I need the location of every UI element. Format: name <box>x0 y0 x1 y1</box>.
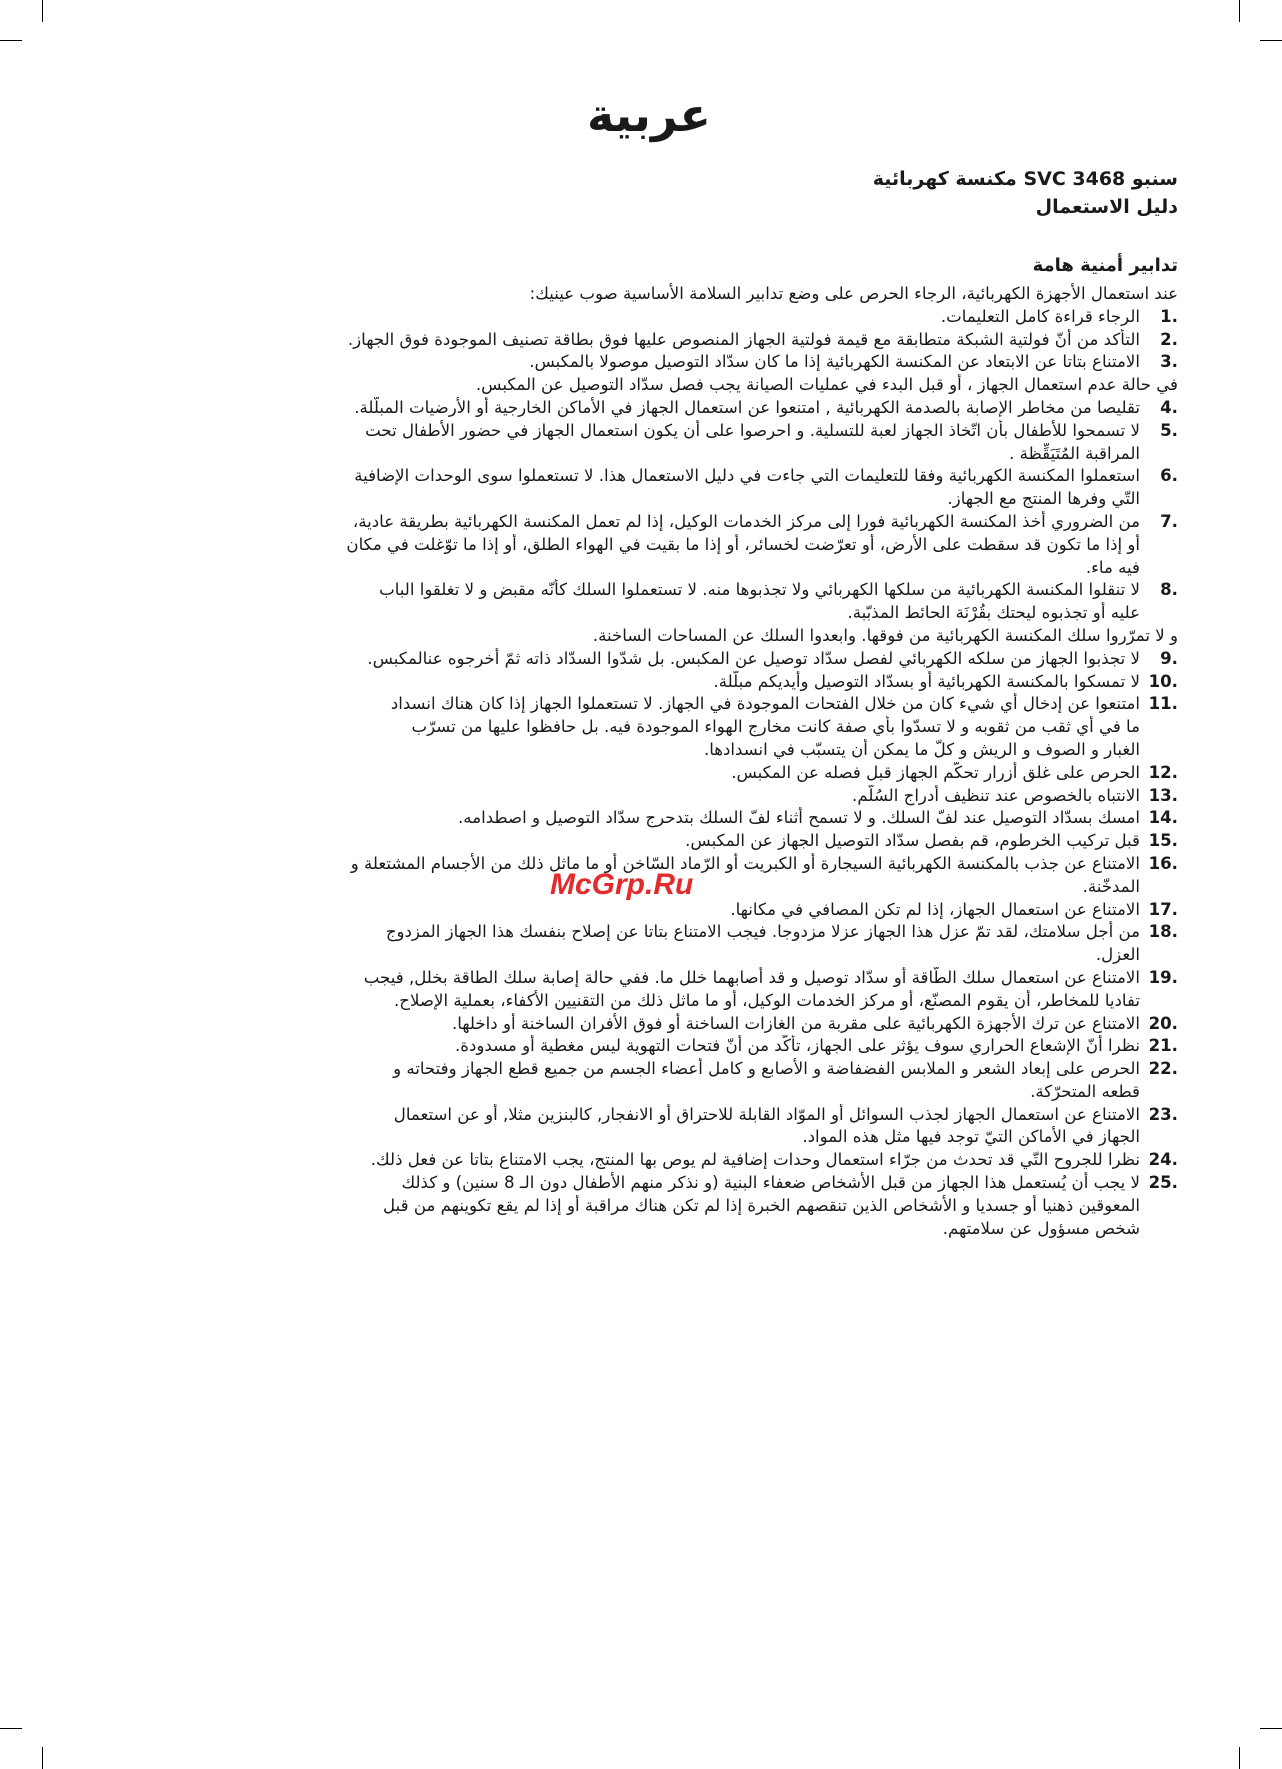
instruction-text: لا تسمحوا للأطفال بأن اتّخاذ الجهاز لعبة للتسلية. و احرصوا على أن يكون استعمال الجهاز في حضور الأطفال تحت <box>365 420 1140 440</box>
instruction-item <box>120 921 1178 944</box>
crop-mark <box>0 40 22 41</box>
instruction-number: 18. <box>1148 922 1178 942</box>
instruction-text: العزل. <box>1095 945 1140 965</box>
page-heading: عربية <box>587 88 711 142</box>
instruction-item <box>120 1013 1178 1036</box>
instruction-text: الامتناع بتاتا عن الابتعاد عن المكنسة الكهربائية إذا ما كان سدّاد التوصيل موصولا بالمكبس. <box>529 352 1140 372</box>
instruction-text: قبل تركيب الخرطوم، قم بفصل سدّاد التوصيل الجهاز عن المكبس. <box>685 831 1140 851</box>
instruction-number: 19. <box>1148 967 1178 987</box>
instruction-text: الحرص على إبعاد الشعر و الملابس الفضفاضة و الأصابع و كامل أعضاء الجسم من جميع قطع الجهاز وفتحاته و <box>393 1059 1140 1079</box>
crop-mark <box>0 1728 22 1729</box>
instruction-text-line <box>120 739 1178 762</box>
instruction-text-line <box>120 1126 1178 1149</box>
safety-instructions-list <box>120 283 1178 1240</box>
instruction-text: المدخّنة. <box>1082 876 1140 896</box>
instruction-item <box>120 420 1178 443</box>
instruction-text: الانتباه بالخصوص عند تنظيف أدراج السُلّم. <box>852 785 1140 805</box>
instruction-text: المعوقين ذهنيا أو جسديا و الأشخاص الذين تنقصهم الخبرة إذا لم تكن هناك مراقبة أو إذا لم يقع تكوينهم من قبل <box>383 1195 1140 1215</box>
instruction-text: الامتناع عن ترك الأجهزة الكهربائية على مقربة من الغازات الساخنة أو فوق الأفران الساخنة أو داخلها. <box>451 1013 1140 1033</box>
instruction-text: عند استعمال الأجهزة الكهربائية، الرجاء الحرص على وضع تدابير السلامة الأساسية صوب عينيك: <box>529 284 1178 303</box>
instruction-text-line <box>120 1081 1178 1104</box>
crop-mark <box>42 0 43 22</box>
instruction-item <box>120 830 1178 853</box>
instruction-item <box>120 465 1178 488</box>
instruction-item <box>120 671 1178 694</box>
instruction-text-line <box>120 1195 1178 1218</box>
instruction-number: 4. <box>1160 397 1178 417</box>
instruction-number: 3. <box>1160 352 1178 372</box>
instruction-text-line <box>120 602 1178 625</box>
instruction-text: عليه أو تجذبوه ليحتك بقُرْنَة الحائط المذبّبة. <box>847 603 1140 623</box>
instruction-number: 15. <box>1148 831 1178 851</box>
instruction-text: نظرا أنّ الإشعاع الحراري سوف يؤثر على الجهاز، تأكّد من أنّ فتحات التهوية ليس مغطية أو مسدودة. <box>455 1036 1140 1056</box>
instruction-text: امسك بسدّاد التوصيل عند لفّ السلك. و لا تسمح أثناء لفّ السلك بتدحرج سدّاد التوصيل و اصطدامه. <box>458 808 1140 828</box>
instruction-text: و لا تمرّروا سلك المكنسة الكهربائية من فوقها. وابعدوا السلك عن المساحات الساخنة. <box>592 625 1178 645</box>
instruction-text: التّي وفرها المنتج مع الجهاز. <box>947 489 1140 509</box>
instruction-item <box>120 648 1178 671</box>
instruction-text: في حالة عدم استعمال الجهاز ، أو قبل البدء في عمليات الصيانة يجب فصل سدّاد التوصيل عن المكبس. <box>475 375 1178 395</box>
instruction-item <box>120 762 1178 785</box>
instruction-item <box>120 1172 1178 1195</box>
instruction-text: لا تمسكوا بالمكنسة الكهربائية أو بسدّاد التوصيل وأيديكم مبلّلة. <box>713 671 1140 691</box>
instruction-number: 2. <box>1160 329 1178 349</box>
instruction-item <box>120 1035 1178 1058</box>
crop-mark <box>1239 0 1240 22</box>
crop-mark <box>1260 1728 1282 1729</box>
instruction-item <box>120 351 1178 374</box>
instruction-number: 14. <box>1148 808 1178 828</box>
instruction-text: من الضروري أخذ المكنسة الكهربائية فورا إلى مركز الخدمات الوكيل، إذا لم تعمل المكنسة الكهربائية بطريقة عادية، <box>352 511 1140 531</box>
instruction-number: 16. <box>1148 853 1178 873</box>
instruction-item <box>120 306 1178 329</box>
instruction-text: تقليصا من مخاطر الإصابة بالصدمة الكهربائية , امتنعوا عن استعمال الجهاز في الأماكن الخارجية أو الأرضيات المبلّلة. <box>354 397 1140 417</box>
instruction-number: 6. <box>1160 466 1178 486</box>
product-header <box>873 165 1178 221</box>
instruction-item <box>120 807 1178 830</box>
instruction-text: الامتناع عن استعمال سلك الطّاقة أو سدّاد توصيل و قد أصابهما خلل ما. ففي حالة إصابة سلك الطاقة بخلل, فيجب <box>363 967 1140 987</box>
instruction-text-line <box>120 625 1178 648</box>
instruction-number: 22. <box>1148 1059 1178 1079</box>
instruction-text-line <box>120 283 1178 306</box>
instruction-text: التأكد من أنّ فولتية الشبكة متطابقة مع قيمة فولتية الجهاز المنصوص عليها فوق بطاقة تصنيف الموجودة فوق الجهاز. <box>347 329 1140 349</box>
instruction-text-line <box>120 374 1178 397</box>
instruction-number: 13. <box>1148 785 1178 805</box>
instruction-text-line <box>120 557 1178 580</box>
instruction-number: 24. <box>1148 1150 1178 1170</box>
instruction-text: من أجل سلامتك، لقد تمّ عزل هذا الجهاز عزلا مزدوجا. فيجب الامتناع بتاتا عن إصلاح بنفسك هذا الجهاز المزدوج <box>385 922 1140 942</box>
instruction-number: 25. <box>1148 1173 1178 1193</box>
instruction-text: الامتناع عن استعمال الجهاز، إذا لم تكن المصافي في مكانها. <box>730 899 1140 919</box>
instruction-text-line <box>120 1218 1178 1241</box>
instruction-text: استعملوا المكنسة الكهربائية وفقا للتعليمات التي جاءت في دليل الاستعمال هذا. لا تستعملوا سوى الوحدات الإضافية <box>354 466 1140 486</box>
instruction-text-line <box>120 534 1178 557</box>
instruction-item <box>120 511 1178 534</box>
instruction-text: تفاديا للمخاطر، أن يقوم المصنّع، أو مركز الخدمات الوكيل، أو ما ماثل ذلك من التقنيين الأكفاء، بعملية الإصلاح. <box>394 990 1140 1010</box>
instruction-text-line <box>120 944 1178 967</box>
instruction-text: لا يجب أن يُستعمل هذا الجهاز من قبل الأشخاص ضعفاء البنية (و نذكر منهم الأطفال دون الـ 8 سنين) و كذلك <box>401 1173 1140 1193</box>
instruction-text: قطعه المتحرّكة. <box>1030 1081 1140 1101</box>
product-title: سنبو SVC 3468 مكنسة كهربائية <box>872 168 1178 190</box>
instruction-number: 5. <box>1160 420 1178 440</box>
instruction-item <box>120 785 1178 808</box>
watermark: McGrp.Ru <box>550 868 694 901</box>
crop-mark <box>1239 1747 1240 1769</box>
instruction-number: 17. <box>1148 899 1178 919</box>
instruction-item <box>120 1149 1178 1172</box>
instruction-item <box>120 1104 1178 1127</box>
instruction-text: الامتناع عن جذب بالمكنسة الكهربائية السيجارة أو الكبريت أو الرّماد السّاخن أو ما ماثل ذلك من الأجسام المشتعلة و <box>350 853 1140 873</box>
instruction-number: 7. <box>1160 511 1178 531</box>
instruction-text: المراقبة المُتَيَقِّظة . <box>1009 443 1140 463</box>
instruction-text: لا تنقلوا المكنسة الكهربائية من سلكها الكهربائي ولا تجذبوها منه. لا تستعملوا السلك كأنّه مقبض و لا تغلقوا الباب <box>379 580 1140 600</box>
instruction-item <box>120 693 1178 716</box>
instruction-text: الحرص على غلق أزرار تحكّم الجهاز قبل فصله عن المكبس. <box>731 762 1140 782</box>
instruction-item <box>120 397 1178 420</box>
instruction-text-line <box>120 488 1178 511</box>
instruction-text-line <box>120 443 1178 466</box>
instruction-text: أو إذا ما تكون قد سقطت على الأرض، أو تعرّضت لخسائر، أو إذا ما بقيت في الهواء الطلق، أو إذا ما توّغلت في مكان <box>346 534 1140 554</box>
instruction-text: نظرا للجروح التّي قد تحدث من جرّاء استعمال وحدات إضافية لم يوص بها المنتج، يجب الامتناع بتاتا عن فعل ذلك. <box>370 1150 1140 1170</box>
instruction-text: ما في أي ثقب من ثقوبه و لا تسدّوا بأي صفة كانت مخارج الهواء الموجودة فيه. بل حافظوا عليها من تسرّب <box>411 717 1140 737</box>
instruction-text: فيه ماء. <box>1085 557 1140 577</box>
instruction-number: 20. <box>1148 1013 1178 1033</box>
instruction-number: 21. <box>1148 1036 1178 1056</box>
instruction-number: 1. <box>1160 306 1178 326</box>
section-title: تدابير أمنية هامة <box>1032 255 1178 276</box>
instruction-text: لا تجذبوا الجهاز من سلكه الكهربائي لفصل سدّاد توصيل عن المكبس. بل شدّوا السدّاد ذاته ثمّ أخرجوه عنالمكبس. <box>367 648 1140 668</box>
instruction-number: 8. <box>1160 580 1178 600</box>
instruction-text: الغبار و الصوف و الريش و كلّ ما يمكن أن يتسبّب في انسدادها. <box>703 739 1140 759</box>
instruction-item <box>120 967 1178 990</box>
instruction-item <box>120 329 1178 352</box>
instruction-text: شخص مسؤول عن سلامتهم. <box>942 1218 1140 1238</box>
instruction-number: 23. <box>1148 1104 1178 1124</box>
instruction-text: الجهاز في الأماكن التيّ توجد فيها مثل هذه المواد. <box>802 1127 1140 1147</box>
instruction-item <box>120 1058 1178 1081</box>
manual-subtitle: دليل الاستعمال <box>1035 196 1178 218</box>
instruction-text: الامتناع عن استعمال الجهاز لجذب السوائل أو الموّاد القابلة للاحتراق أو الانفجار, كالبنزين مثلا, أو عن استعمال <box>393 1104 1140 1124</box>
crop-mark <box>42 1747 43 1769</box>
instruction-item <box>120 579 1178 602</box>
instruction-number: 10. <box>1148 671 1178 691</box>
instruction-number: 11. <box>1148 694 1178 714</box>
instruction-number: 9. <box>1160 648 1178 668</box>
instruction-text: امتنعوا عن إدخال أي شيء كان من خلال الفتحات الموجودة في الجهاز. لا تستعملوا الجهاز إذا كان هناك انسداد <box>390 694 1140 714</box>
instruction-text: الرجاء قراءة كامل التعليمات. <box>940 306 1140 326</box>
instruction-text-line <box>120 716 1178 739</box>
crop-mark <box>1260 40 1282 41</box>
instruction-text-line <box>120 990 1178 1013</box>
instruction-number: 12. <box>1148 762 1178 782</box>
